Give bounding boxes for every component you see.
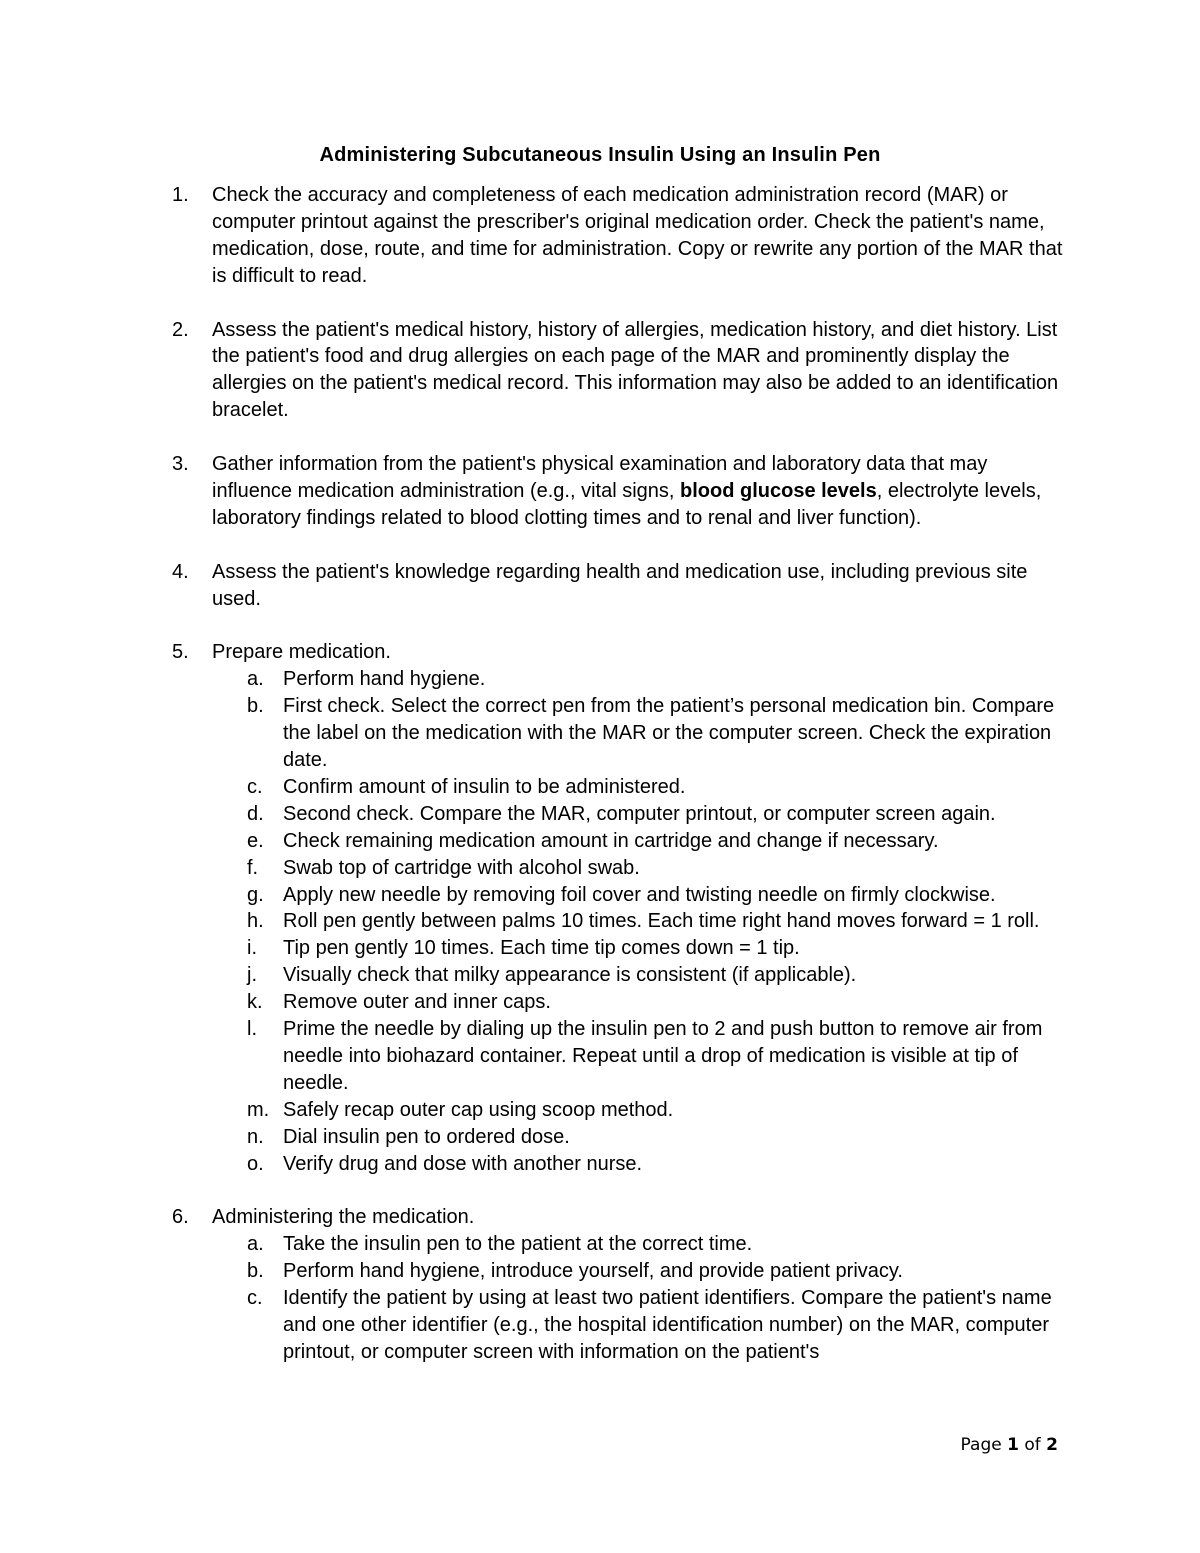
- step-3: [172, 451, 1072, 532]
- substep-letter: d.: [247, 802, 264, 825]
- substep-text: Check remaining medication amount in cartridge and change if necessary.: [283, 829, 939, 852]
- substep-text: Remove outer and inner caps.: [283, 991, 551, 1014]
- step-number: 5.: [172, 641, 189, 664]
- steps-list: [172, 182, 1072, 1393]
- substeps-list: [212, 666, 1072, 1177]
- step-number: 3.: [172, 453, 189, 476]
- substep-letter: b.: [247, 1260, 264, 1283]
- step-text: Assess the patient's knowledge regarding health and medication use, including previous site used.: [212, 560, 1028, 610]
- step-text-after: , electrolyte levels, laboratory findings related to blood clotting times and to renal and liver function).: [212, 479, 1042, 529]
- step-2: [172, 317, 1072, 425]
- substep-item: [212, 1151, 1072, 1178]
- substep-text: Tip pen gently 10 times. Each time tip comes down = 1 tip.: [283, 937, 800, 960]
- substep-text: Verify drug and dose with another nurse.: [283, 1152, 643, 1175]
- substep-letter: o.: [247, 1152, 264, 1175]
- document-title: Administering Subcutaneous Insulin Using an Insulin Pen: [319, 144, 881, 166]
- step-text-bold: blood glucose levels: [680, 479, 877, 502]
- substeps-list: [212, 1231, 1072, 1366]
- substep-text: Second check. Compare the MAR, computer printout, or computer screen again.: [283, 802, 996, 825]
- page-label: Page: [960, 1435, 1002, 1455]
- substep-item: [212, 1016, 1072, 1097]
- substep-item: [212, 882, 1072, 909]
- substep-letter: n.: [247, 1125, 264, 1148]
- substep-letter: m.: [247, 1098, 270, 1121]
- substep-letter: g.: [247, 883, 264, 906]
- substep-item: [212, 801, 1072, 828]
- step-4: [172, 559, 1072, 613]
- step-text: Administering the medication.: [212, 1206, 475, 1229]
- substep-letter: i.: [247, 937, 257, 960]
- substep-letter: c.: [247, 1287, 263, 1310]
- substep-text: Visually check that milky appearance is consistent (if applicable).: [283, 964, 857, 987]
- substep-letter: k.: [247, 991, 263, 1014]
- page-of-label: of: [1024, 1435, 1041, 1455]
- substep-text: Apply new needle by removing foil cover and twisting needle on firmly clockwise.: [283, 883, 996, 906]
- substep-letter: e.: [247, 829, 264, 852]
- substep-letter: a.: [247, 1233, 264, 1256]
- substep-letter: j.: [247, 964, 257, 987]
- substep-item: [212, 1124, 1072, 1151]
- step-1: [172, 182, 1072, 290]
- substep-text: First check. Select the correct pen from the patient’s personal medication bin. Compare the label on the medication with the MAR or the computer screen. Check the expiration date.: [283, 695, 1055, 771]
- substep-text: Confirm amount of insulin to be administered.: [283, 775, 686, 798]
- substep-item: [212, 1231, 1072, 1258]
- step-text: Check the accuracy and completeness of each medication administration record (MAR) or computer printout against the prescriber's original medication order. Check the patient's name, medication, dose, route, and time for administration. Copy or rewrite any portion of the MAR that is difficult to read.: [212, 184, 1063, 287]
- step-6: [172, 1204, 1072, 1365]
- substep-item: [212, 1285, 1072, 1366]
- page-footer: [961, 1433, 1058, 1457]
- step-number: 6.: [172, 1206, 189, 1229]
- substep-text: Safely recap outer cap using scoop method.: [283, 1098, 674, 1121]
- step-text-before: Gather information from the patient's physical examination and laboratory data that may influence medication administration (e.g., vital signs,: [212, 453, 988, 502]
- substep-item: [212, 855, 1072, 882]
- substep-item: [212, 935, 1072, 962]
- substep-text: Swab top of cartridge with alcohol swab.: [283, 856, 640, 879]
- substep-item: [212, 1097, 1072, 1124]
- substep-text: Dial insulin pen to ordered dose.: [283, 1125, 570, 1148]
- substep-text: Prime the needle by dialing up the insulin pen to 2 and push button to remove air from needle into biohazard container. Repeat until a drop of medication is visible at tip of needle.: [283, 1018, 1043, 1094]
- substep-item: [212, 1258, 1072, 1285]
- substep-text: Perform hand hygiene, introduce yourself, and provide patient privacy.: [283, 1260, 903, 1283]
- substep-item: [212, 989, 1072, 1016]
- substep-letter: h.: [247, 910, 264, 933]
- substep-item: [212, 774, 1072, 801]
- substep-item: [212, 693, 1072, 774]
- substep-text: Perform hand hygiene.: [283, 668, 486, 691]
- substep-item: [212, 666, 1072, 693]
- step-number: 1.: [172, 184, 189, 206]
- substep-text: Roll pen gently between palms 10 times. Each time right hand moves forward = 1 roll.: [283, 910, 1040, 933]
- substep-letter: l.: [247, 1018, 257, 1041]
- step-text: Prepare medication.: [212, 641, 391, 664]
- step-number: 2.: [172, 318, 189, 341]
- substep-letter: c.: [247, 775, 263, 798]
- substep-letter: a.: [247, 668, 264, 691]
- substep-text: Take the insulin pen to the patient at the correct time.: [283, 1233, 753, 1256]
- substep-item: [212, 908, 1072, 935]
- step-number: 4.: [172, 560, 189, 583]
- substep-letter: f.: [247, 856, 259, 879]
- page-current: 1: [1007, 1435, 1019, 1455]
- substep-item: [212, 828, 1072, 855]
- page-total: 2: [1046, 1435, 1058, 1455]
- substep-letter: b.: [247, 695, 264, 718]
- substep-text: Identify the patient by using at least two patient identifiers. Compare the patient's name and one other identifier (e.g., the hospital identification number) on the MAR, computer printout, or computer screen with information on the patient's: [283, 1287, 1052, 1363]
- substep-item: [212, 962, 1072, 989]
- step-text: Assess the patient's medical history, history of allergies, medication history, and diet history. List the patient's food and drug allergies on each page of the MAR and prominently display the allergies on the patient's medical record. This information may also be added to an identification bracelet.: [212, 318, 1059, 422]
- step-5: [172, 639, 1072, 1177]
